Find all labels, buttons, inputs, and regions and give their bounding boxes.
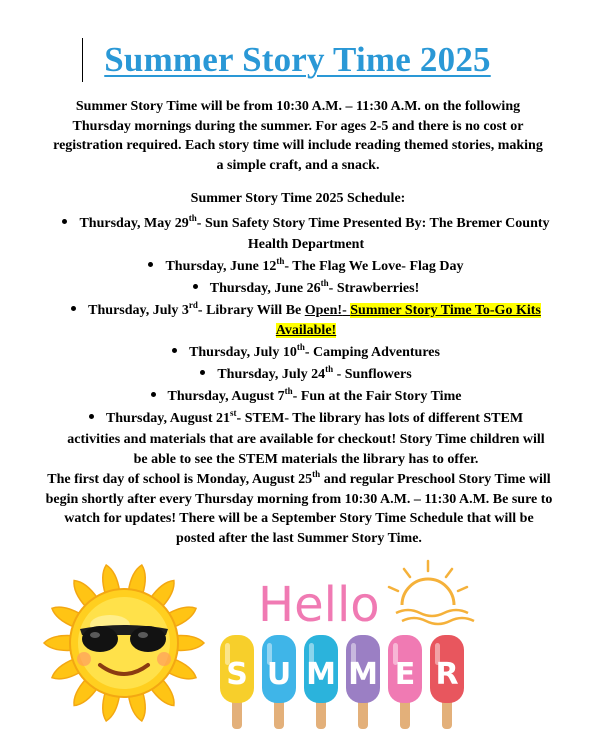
schedule-date: Thursday, July 24 bbox=[217, 367, 326, 382]
sun-ray bbox=[44, 636, 73, 651]
intro-paragraph: Summer Story Time will be from 10:30 A.M. – 11:30 A.M. on the following Thursday mornings during the summer. For ages 2-5 and there is no cost or registration required. Each story time will include reading themed stories, making a simple craft, and a snack. bbox=[53, 99, 543, 173]
schedule-topic: - The Flag We Love- Flag Day bbox=[284, 258, 464, 274]
summer-letter: U bbox=[266, 657, 292, 692]
popsicle-icon bbox=[220, 635, 254, 729]
closing-superscript: th bbox=[312, 469, 321, 479]
hello-text: Hello bbox=[258, 577, 380, 633]
to-go-kits-highlight: Summer Story Time To-Go Kits Available! bbox=[275, 302, 541, 338]
closing-text-b: and regular Preschool Story Time will begin shortly after every Thursday morning from 10:30 A.M. – 11:30 A.M. Be sure to watch for updates! There will be a September Story Time Schedule that will be posted after the last Summer Story Time. bbox=[45, 472, 553, 546]
popsicle-icon bbox=[262, 635, 296, 729]
popsicle-icon bbox=[388, 635, 422, 729]
schedule-date: Thursday, June 12 bbox=[165, 258, 277, 274]
schedule-item bbox=[62, 214, 550, 255]
schedule-date: Thursday, June 26 bbox=[209, 280, 321, 296]
summer-letter: M bbox=[348, 657, 378, 692]
page-title: Summer Story Time 2025 bbox=[104, 40, 491, 79]
date-suffix: th bbox=[276, 255, 285, 266]
summer-letter: M bbox=[306, 657, 336, 692]
schedule-topic: - Strawberries! bbox=[328, 280, 420, 296]
schedule-topic: - Sun Safety Story Time Presented By: The Bremer County Health Department bbox=[196, 216, 550, 252]
date-suffix: th bbox=[325, 364, 334, 374]
date-suffix: rd bbox=[188, 299, 198, 310]
schedule-item bbox=[62, 257, 550, 278]
sun-with-sunglasses-icon bbox=[44, 565, 204, 721]
bullet-icon bbox=[62, 219, 67, 224]
schedule-heading: Summer Story Time 2025 Schedule: bbox=[190, 191, 406, 206]
date-suffix: th bbox=[320, 277, 329, 288]
bullet-icon bbox=[193, 284, 198, 289]
schedule-topic: - Fun at the Fair Story Time bbox=[292, 389, 462, 404]
schedule-item bbox=[62, 365, 550, 386]
summer-letter: R bbox=[435, 657, 459, 692]
bullet-icon bbox=[148, 262, 153, 267]
date-suffix: st bbox=[230, 408, 237, 418]
schedule-topic: - Library Will Be bbox=[197, 302, 305, 318]
closing-paragraph bbox=[44, 470, 554, 548]
closing-text-a: The first day of school is Monday, August 25 bbox=[47, 472, 313, 487]
summer-letter: S bbox=[226, 657, 248, 692]
setting-sun-waves-icon bbox=[389, 561, 474, 624]
schedule-topic: - STEM- The library has lots of different STEM activities and materials that are available for checkout! Story Time children will be able to see the STEM materials the library has to offer. bbox=[67, 411, 545, 467]
sun-ray bbox=[175, 636, 204, 651]
schedule-topic: - Camping Adventures bbox=[304, 345, 440, 360]
schedule-date: Thursday, August 21 bbox=[105, 411, 231, 426]
schedule-item bbox=[62, 301, 550, 342]
schedule-date: Thursday, July 10 bbox=[189, 345, 297, 360]
schedule-date: Thursday, May 29 bbox=[79, 216, 189, 231]
date-suffix: th bbox=[296, 342, 305, 352]
date-suffix: th bbox=[188, 213, 197, 223]
bullet-icon bbox=[89, 414, 94, 419]
popsicle-icon bbox=[430, 635, 464, 729]
bullet-icon bbox=[200, 370, 205, 375]
popsicle-icon bbox=[346, 635, 380, 729]
bullet-icon bbox=[71, 306, 76, 311]
bullet-icon bbox=[151, 392, 156, 397]
hello-summer-artwork bbox=[0, 555, 595, 753]
schedule-item bbox=[62, 279, 550, 300]
schedule-date: Thursday, August 7 bbox=[167, 389, 285, 404]
library-open-text: Open! bbox=[304, 302, 343, 318]
schedule-topic: - Sunflowers bbox=[333, 367, 412, 382]
bullet-icon bbox=[172, 348, 177, 353]
schedule-item bbox=[62, 343, 550, 364]
schedule-item bbox=[62, 387, 550, 408]
schedule-item bbox=[62, 409, 550, 471]
summer-letter: E bbox=[394, 657, 416, 692]
popsicle-icon bbox=[304, 635, 338, 729]
schedule-list bbox=[62, 214, 550, 472]
date-suffix: th bbox=[284, 386, 293, 396]
dash-text: - bbox=[342, 302, 351, 318]
schedule-date: Thursday, July 3 bbox=[88, 302, 189, 318]
